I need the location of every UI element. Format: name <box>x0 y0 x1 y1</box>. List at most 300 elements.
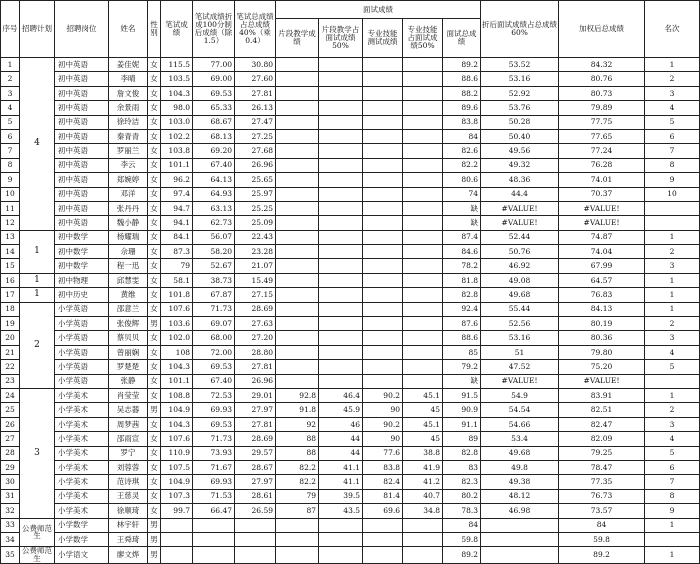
seq-cell: 11 <box>1 201 20 215</box>
header-skill-test: 专业技能测试成绩 <box>363 19 403 58</box>
interview-weighted-cell: 48.36 <box>481 173 559 187</box>
written-weighted-cell <box>235 547 276 564</box>
skill-test-cell <box>363 129 403 143</box>
table-row <box>1 317 700 331</box>
header-gender: 性别 <box>148 1 161 58</box>
final-score-cell: 75.20 <box>559 360 645 374</box>
written-weighted-cell: 23.28 <box>235 245 276 259</box>
skill-weighted-cell <box>403 144 443 158</box>
written-converted-cell: 69.93 <box>193 403 235 417</box>
name-cell: 张丹丹 <box>109 201 148 215</box>
post-cell: 初中英语 <box>55 86 109 100</box>
final-score-cell: 77.35 <box>559 475 645 489</box>
post-cell: 小学美术 <box>55 432 109 446</box>
table-row <box>1 101 700 115</box>
skill-test-cell <box>363 201 403 215</box>
seq-cell: 22 <box>1 360 20 374</box>
written-score-cell: 102.2 <box>161 129 193 143</box>
name-cell: 李云 <box>109 158 148 172</box>
header-name: 姓名 <box>109 1 148 58</box>
seg-teach-weighted-cell: 43.5 <box>319 504 363 518</box>
written-weighted-cell: 26.96 <box>235 374 276 388</box>
name-cell: 黄维 <box>109 288 148 302</box>
plan-cell: 4 <box>20 58 55 231</box>
gender-cell: 女 <box>148 187 161 201</box>
seg-teach-cell <box>276 374 319 388</box>
skill-test-cell: 82.4 <box>363 475 403 489</box>
gender-cell: 女 <box>148 86 161 100</box>
seq-cell: 15 <box>1 259 20 273</box>
interview-weighted-cell: 53.4 <box>481 432 559 446</box>
interview-weighted-cell: 48.12 <box>481 489 559 503</box>
written-weighted-cell: 25.65 <box>235 173 276 187</box>
seq-cell: 23 <box>1 374 20 388</box>
seg-teach-weighted-cell <box>319 115 363 129</box>
written-converted-cell: 63.13 <box>193 201 235 215</box>
skill-weighted-cell <box>403 245 443 259</box>
skill-test-cell <box>363 86 403 100</box>
table-row <box>1 518 700 532</box>
interview-weighted-cell: 53.16 <box>481 331 559 345</box>
gender-cell: 女 <box>148 129 161 143</box>
interview-weighted-cell <box>481 547 559 564</box>
gender-cell: 女 <box>148 288 161 302</box>
written-score-cell: 96.2 <box>161 173 193 187</box>
seq-cell: 4 <box>1 101 20 115</box>
interview-total-cell: 82.6 <box>443 144 481 158</box>
seq-cell: 2 <box>1 72 20 86</box>
skill-weighted-cell <box>403 532 443 546</box>
seq-cell: 1 <box>1 58 20 72</box>
rank-cell: 3 <box>645 259 700 273</box>
skill-weighted-cell <box>403 331 443 345</box>
skill-weighted-cell: 40.7 <box>403 489 443 503</box>
written-converted-cell: 64.13 <box>193 173 235 187</box>
interview-weighted-cell: 49.38 <box>481 475 559 489</box>
written-weighted-cell: 26.13 <box>235 101 276 115</box>
gender-cell: 女 <box>148 475 161 489</box>
rank-cell: 1 <box>645 547 700 564</box>
seg-teach-cell: 91.8 <box>276 403 319 417</box>
post-cell: 小学美术 <box>55 489 109 503</box>
plan-cell: 1 <box>20 230 55 273</box>
skill-weighted-cell <box>403 115 443 129</box>
skill-weighted-cell <box>403 101 443 115</box>
written-weighted-cell: 28.80 <box>235 345 276 359</box>
seg-teach-cell <box>276 115 319 129</box>
gender-cell: 女 <box>148 58 161 72</box>
table-row <box>1 216 700 230</box>
seg-teach-cell <box>276 302 319 316</box>
rank-cell: 6 <box>645 460 700 474</box>
written-score-cell: 58.1 <box>161 273 193 287</box>
written-converted-cell: 68.67 <box>193 115 235 129</box>
seg-teach-cell: 88 <box>276 446 319 460</box>
gender-cell: 男 <box>148 547 161 564</box>
table-row <box>1 158 700 172</box>
skill-test-cell <box>363 115 403 129</box>
interview-weighted-cell <box>481 518 559 532</box>
rank-cell: 5 <box>645 446 700 460</box>
written-converted-cell: 68.13 <box>193 129 235 143</box>
seg-teach-cell <box>276 173 319 187</box>
post-cell: 初中英语 <box>55 58 109 72</box>
header-interview-group: 面试成绩 <box>276 1 481 19</box>
seg-teach-cell <box>276 129 319 143</box>
written-weighted-cell: 27.68 <box>235 144 276 158</box>
final-score-cell: 76.73 <box>559 489 645 503</box>
post-cell: 初中英语 <box>55 129 109 143</box>
interview-weighted-cell: 49.8 <box>481 460 559 474</box>
interview-total-cell: 87.4 <box>443 230 481 244</box>
seq-cell: 9 <box>1 173 20 187</box>
interview-weighted-cell: 50.40 <box>481 129 559 143</box>
rank-cell: 1 <box>645 273 700 287</box>
written-score-cell: 103.5 <box>161 72 193 86</box>
name-cell: 曾丽娴 <box>109 345 148 359</box>
interview-total-cell: 90.9 <box>443 403 481 417</box>
seg-teach-weighted-cell: 44 <box>319 432 363 446</box>
written-weighted-cell: 27.97 <box>235 403 276 417</box>
written-score-cell: 103.0 <box>161 115 193 129</box>
rank-cell <box>645 532 700 546</box>
seg-teach-cell <box>276 245 319 259</box>
skill-test-cell <box>363 72 403 86</box>
written-converted-cell: 52.67 <box>193 259 235 273</box>
post-cell: 初中英语 <box>55 158 109 172</box>
skill-test-cell <box>363 273 403 287</box>
interview-total-cell: 83 <box>443 460 481 474</box>
rank-cell: 3 <box>645 331 700 345</box>
interview-weighted-cell: #VALUE! <box>481 201 559 215</box>
seg-teach-cell: 82.2 <box>276 475 319 489</box>
seg-teach-weighted-cell <box>319 58 363 72</box>
rank-cell <box>645 374 700 388</box>
rank-cell <box>645 216 700 230</box>
written-score-cell: 115.5 <box>161 58 193 72</box>
written-converted-cell <box>193 532 235 546</box>
seg-teach-weighted-cell <box>319 158 363 172</box>
skill-weighted-cell: 41.9 <box>403 460 443 474</box>
interview-total-cell: 81.8 <box>443 273 481 287</box>
written-converted-cell <box>193 547 235 564</box>
written-weighted-cell: 27.97 <box>235 475 276 489</box>
written-converted-cell: 71.67 <box>193 460 235 474</box>
skill-test-cell: 90.2 <box>363 388 403 402</box>
skill-weighted-cell <box>403 158 443 172</box>
skill-test-cell <box>363 187 403 201</box>
written-score-cell: 99.7 <box>161 504 193 518</box>
skill-test-cell <box>363 317 403 331</box>
interview-total-cell: 91.5 <box>443 388 481 402</box>
post-cell: 初中英语 <box>55 72 109 86</box>
name-cell: 余景雨 <box>109 101 148 115</box>
seg-teach-weighted-cell <box>319 101 363 115</box>
gender-cell: 男 <box>148 518 161 532</box>
seq-cell: 7 <box>1 144 20 158</box>
written-score-cell <box>161 518 193 532</box>
written-converted-cell: 68.00 <box>193 331 235 345</box>
written-score-cell: 94.1 <box>161 216 193 230</box>
post-cell: 小学英语 <box>55 374 109 388</box>
name-cell: 罗宁 <box>109 446 148 460</box>
seg-teach-cell <box>276 273 319 287</box>
skill-test-cell: 69.6 <box>363 504 403 518</box>
interview-total-cell: 87.6 <box>443 317 481 331</box>
interview-total-cell: 84 <box>443 129 481 143</box>
seg-teach-cell: 79 <box>276 489 319 503</box>
skill-weighted-cell: 45 <box>403 403 443 417</box>
post-cell: 小学美术 <box>55 460 109 474</box>
skill-test-cell: 83.8 <box>363 460 403 474</box>
post-cell: 小学美术 <box>55 388 109 402</box>
rank-cell: 1 <box>645 230 700 244</box>
header-final: 加权后总成绩 <box>559 1 645 58</box>
skill-weighted-cell <box>403 288 443 302</box>
post-cell: 小学美术 <box>55 504 109 518</box>
table-row <box>1 331 700 345</box>
table-row <box>1 187 700 201</box>
skill-weighted-cell <box>403 345 443 359</box>
name-cell: 张俊辉 <box>109 317 148 331</box>
rank-cell: 6 <box>645 129 700 143</box>
post-cell: 小学英语 <box>55 317 109 331</box>
gender-cell: 女 <box>148 460 161 474</box>
seq-cell: 6 <box>1 129 20 143</box>
seq-cell: 18 <box>1 302 20 316</box>
seg-teach-weighted-cell <box>319 173 363 187</box>
seg-teach-weighted-cell <box>319 201 363 215</box>
seq-cell: 5 <box>1 115 20 129</box>
rank-cell: 7 <box>645 144 700 158</box>
written-weighted-cell: 26.96 <box>235 158 276 172</box>
interview-total-cell: 79.2 <box>443 360 481 374</box>
name-cell: 程一迅 <box>109 259 148 273</box>
written-weighted-cell: 28.69 <box>235 302 276 316</box>
seq-cell: 26 <box>1 417 20 431</box>
name-cell: 吴志器 <box>109 403 148 417</box>
seg-teach-cell <box>276 317 319 331</box>
interview-total-cell: 82.8 <box>443 288 481 302</box>
interview-weighted-cell: 49.32 <box>481 158 559 172</box>
name-cell: 林宇轩 <box>109 518 148 532</box>
interview-weighted-cell: 51 <box>481 345 559 359</box>
seq-cell: 34 <box>1 532 20 546</box>
written-score-cell: 103.8 <box>161 144 193 158</box>
table-row <box>1 173 700 187</box>
written-weighted-cell <box>235 532 276 546</box>
interview-total-cell: 80.6 <box>443 173 481 187</box>
seg-teach-weighted-cell <box>319 532 363 546</box>
seg-teach-weighted-cell <box>319 144 363 158</box>
table-row <box>1 144 700 158</box>
rank-cell: 3 <box>645 417 700 431</box>
interview-weighted-cell: 54.66 <box>481 417 559 431</box>
interview-total-cell: 84 <box>443 518 481 532</box>
post-cell: 初中数学 <box>55 230 109 244</box>
interview-total-cell: 89.2 <box>443 58 481 72</box>
final-score-cell: 67.99 <box>559 259 645 273</box>
name-cell: 邱慧雯 <box>109 273 148 287</box>
interview-weighted-cell: 53.52 <box>481 58 559 72</box>
header-interview-weighted: 折后面试成绩占总成绩60% <box>481 1 559 58</box>
written-converted-cell: 69.20 <box>193 144 235 158</box>
interview-total-cell: 89.2 <box>443 547 481 564</box>
name-cell: 邵意兰 <box>109 302 148 316</box>
written-converted-cell: 62.73 <box>193 216 235 230</box>
interview-total-cell: 78.2 <box>443 259 481 273</box>
written-converted-cell: 71.53 <box>193 489 235 503</box>
skill-weighted-cell <box>403 374 443 388</box>
seq-cell: 10 <box>1 187 20 201</box>
table-row <box>1 417 700 431</box>
final-score-cell: 64.57 <box>559 273 645 287</box>
final-score-cell: 79.80 <box>559 345 645 359</box>
rank-cell: 10 <box>645 187 700 201</box>
written-weighted-cell: 27.47 <box>235 115 276 129</box>
skill-test-cell <box>363 230 403 244</box>
written-score-cell: 107.6 <box>161 432 193 446</box>
skill-weighted-cell: 45.1 <box>403 388 443 402</box>
name-cell: 王慈灵 <box>109 489 148 503</box>
seg-teach-cell <box>276 158 319 172</box>
plan-cell: 2 <box>20 302 55 388</box>
final-score-cell: 74.04 <box>559 245 645 259</box>
final-score-cell: #VALUE! <box>559 201 645 215</box>
name-cell: 徐玲洁 <box>109 115 148 129</box>
final-score-cell: 82.09 <box>559 432 645 446</box>
interview-weighted-cell: 53.76 <box>481 101 559 115</box>
seg-teach-weighted-cell <box>319 245 363 259</box>
written-weighted-cell <box>235 518 276 532</box>
final-score-cell: 74.87 <box>559 230 645 244</box>
final-score-cell: 84.13 <box>559 302 645 316</box>
seg-teach-weighted-cell <box>319 345 363 359</box>
seq-cell: 13 <box>1 230 20 244</box>
post-cell: 小学数学 <box>55 518 109 532</box>
final-score-cell: 82.47 <box>559 417 645 431</box>
table-row <box>1 432 700 446</box>
table-row <box>1 489 700 503</box>
table-row <box>1 273 700 287</box>
seq-cell: 8 <box>1 158 20 172</box>
post-cell: 初中英语 <box>55 101 109 115</box>
written-score-cell: 104.3 <box>161 417 193 431</box>
skill-test-cell: 90 <box>363 432 403 446</box>
written-weighted-cell: 25.09 <box>235 216 276 230</box>
seq-cell: 12 <box>1 216 20 230</box>
post-cell: 小学英语 <box>55 331 109 345</box>
table-row <box>1 374 700 388</box>
written-converted-cell: 73.93 <box>193 446 235 460</box>
seg-teach-cell <box>276 58 319 72</box>
seg-teach-weighted-cell <box>319 216 363 230</box>
rank-cell: 4 <box>645 345 700 359</box>
skill-test-cell <box>363 547 403 564</box>
seg-teach-cell: 88 <box>276 432 319 446</box>
final-score-cell: 79.25 <box>559 446 645 460</box>
written-weighted-cell: 27.20 <box>235 331 276 345</box>
interview-total-cell: 85 <box>443 345 481 359</box>
rank-cell: 2 <box>645 72 700 86</box>
gender-cell: 女 <box>148 230 161 244</box>
name-cell: 姜佳妮 <box>109 58 148 72</box>
written-converted-cell: 69.53 <box>193 417 235 431</box>
interview-total-cell: 缺 <box>443 201 481 215</box>
skill-weighted-cell <box>403 72 443 86</box>
skill-weighted-cell <box>403 317 443 331</box>
skill-weighted-cell <box>403 86 443 100</box>
header-post: 招聘岗位 <box>55 1 109 58</box>
skill-test-cell: 90 <box>363 403 403 417</box>
written-weighted-cell: 22.43 <box>235 230 276 244</box>
skill-weighted-cell <box>403 518 443 532</box>
table-row <box>1 86 700 100</box>
final-score-cell: 83.91 <box>559 388 645 402</box>
table-row <box>1 403 700 417</box>
written-score-cell: 107.5 <box>161 460 193 474</box>
gender-cell: 女 <box>148 158 161 172</box>
written-score-cell: 110.9 <box>161 446 193 460</box>
post-cell: 初中数学 <box>55 245 109 259</box>
table-row <box>1 547 700 564</box>
seg-teach-weighted-cell <box>319 547 363 564</box>
skill-test-cell <box>363 360 403 374</box>
seg-teach-cell <box>276 547 319 564</box>
interview-weighted-cell: 55.44 <box>481 302 559 316</box>
skill-test-cell <box>363 331 403 345</box>
seg-teach-cell: 87 <box>276 504 319 518</box>
written-converted-cell: 69.53 <box>193 360 235 374</box>
final-score-cell: 84.32 <box>559 58 645 72</box>
interview-weighted-cell <box>481 532 559 546</box>
final-score-cell: 80.19 <box>559 317 645 331</box>
final-score-cell: 80.36 <box>559 331 645 345</box>
interview-weighted-cell: 49.08 <box>481 273 559 287</box>
seg-teach-weighted-cell <box>319 331 363 345</box>
written-converted-cell: 67.40 <box>193 158 235 172</box>
skill-test-cell <box>363 288 403 302</box>
written-score-cell <box>161 532 193 546</box>
seq-cell: 3 <box>1 86 20 100</box>
gender-cell: 女 <box>148 345 161 359</box>
written-converted-cell <box>193 518 235 532</box>
skill-test-cell <box>363 302 403 316</box>
seq-cell: 30 <box>1 475 20 489</box>
written-score-cell: 84.1 <box>161 230 193 244</box>
written-converted-cell: 72.53 <box>193 388 235 402</box>
interview-weighted-cell: 49.68 <box>481 288 559 302</box>
interview-total-cell: 91.1 <box>443 417 481 431</box>
header-seg-teach: 片段教学成绩 <box>276 19 319 58</box>
skill-weighted-cell <box>403 273 443 287</box>
written-weighted-cell: 27.15 <box>235 288 276 302</box>
seq-cell: 24 <box>1 388 20 402</box>
seq-cell: 21 <box>1 345 20 359</box>
written-weighted-cell: 27.63 <box>235 317 276 331</box>
interview-total-cell: 89.6 <box>443 101 481 115</box>
written-converted-cell: 69.00 <box>193 72 235 86</box>
written-weighted-cell: 21.07 <box>235 259 276 273</box>
seg-teach-weighted-cell: 44 <box>319 446 363 460</box>
name-cell: 秦青青 <box>109 129 148 143</box>
table-row <box>1 460 700 474</box>
seq-cell: 16 <box>1 273 20 287</box>
table-row <box>1 475 700 489</box>
table-row <box>1 360 700 374</box>
interview-weighted-cell: 54.9 <box>481 388 559 402</box>
seg-teach-weighted-cell <box>319 360 363 374</box>
